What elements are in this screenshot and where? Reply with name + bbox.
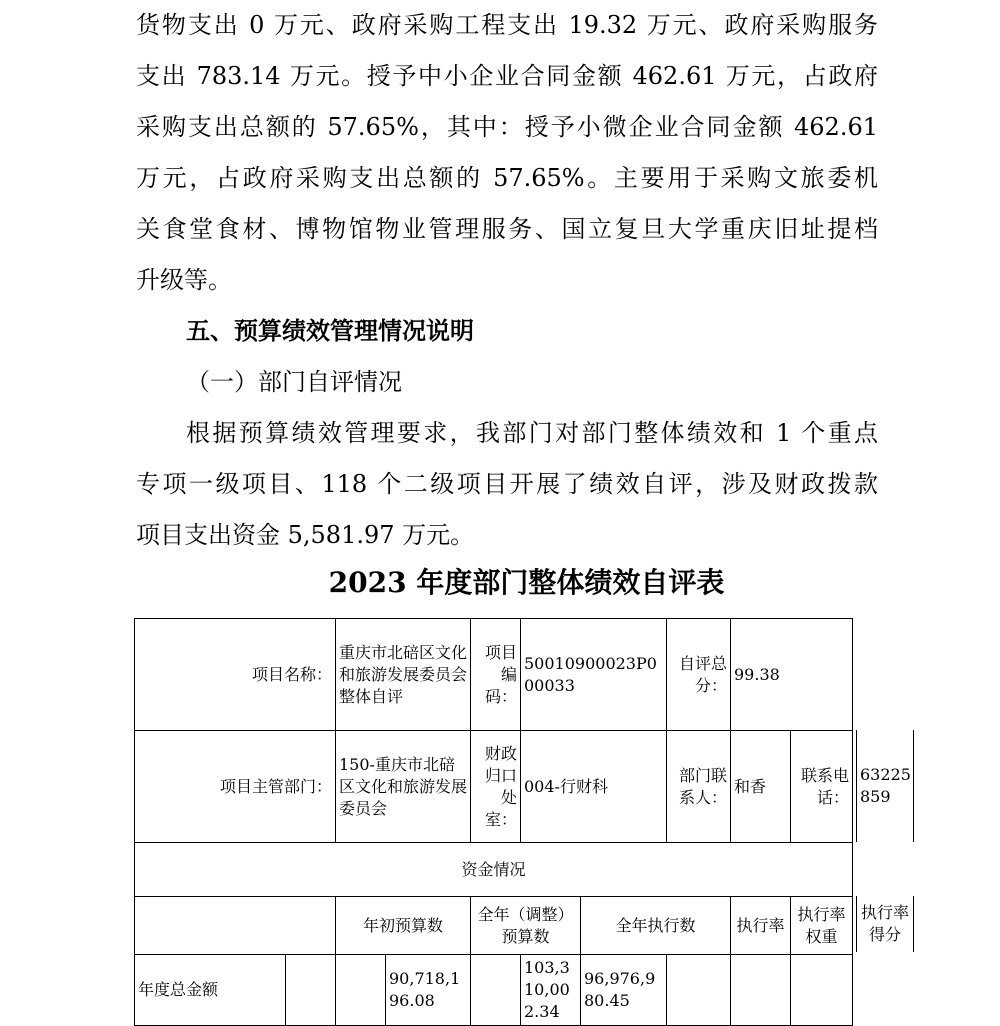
project-code-label: 项目编码： — [471, 619, 521, 731]
dept-label: 项目主管部门： — [135, 731, 336, 843]
project-code-value: 50010900023P000033 — [521, 619, 667, 731]
row-total-blank-2 — [336, 955, 386, 1026]
col-rate-score: 执行率得分 — [856, 896, 914, 952]
col-initial-budget: 年初预算数 — [336, 897, 471, 955]
body-line-4: 万元，占政府采购支出总额的 57.65%。主要用于采购文旅委机 — [136, 164, 878, 192]
subsection-heading: （一）部门自评情况 — [186, 368, 402, 396]
project-name-value: 重庆市北碚区文化和旅游发展委员会整体自评 — [336, 619, 471, 731]
col-rate-weight: 执行率权重 — [791, 897, 853, 955]
row-total-rate-weight — [731, 955, 791, 1026]
performance-table — [134, 618, 853, 1026]
contact-value: 和香 — [731, 731, 791, 843]
row-total-initial: 90,718,196.08 — [386, 955, 471, 1026]
row-total-blank-3 — [471, 955, 521, 1026]
body-line-1: 货物支出 0 万元、政府采购工程支出 19.32 万元、政府采购服务 — [136, 11, 878, 39]
col-exec-rate: 执行率 — [731, 897, 791, 955]
col-execution: 全年执行数 — [581, 897, 731, 955]
phone-label: 联系电话： — [791, 731, 853, 843]
row-total-exec-rate — [667, 955, 731, 1026]
phone-value: 63225859 — [856, 730, 914, 842]
row-total-execution: 96,976,980.45 — [581, 955, 667, 1026]
col-adjusted-budget: 全年（调整）预算数 — [471, 897, 581, 955]
body-line-6: 升级等。 — [136, 266, 232, 294]
project-name-label: 项目名称： — [135, 619, 336, 731]
funds-header: 资金情况 — [135, 843, 853, 897]
row-total-label: 年度总金额 — [135, 955, 286, 1026]
body-line-2: 支出 783.14 万元。授予中小企业合同金额 462.61 万元，占政府 — [136, 62, 878, 90]
dept-value: 150-重庆市北碚区文化和旅游发展委员会 — [336, 731, 471, 843]
row-total-rate-score — [791, 955, 853, 1026]
finance-office-value: 004-行财科 — [521, 731, 667, 843]
header-blank — [135, 897, 336, 955]
para2-line-3: 项目支出资金 5,581.97 万元。 — [136, 521, 475, 549]
para2-line-2: 专项一级项目、118 个二级项目开展了绩效自评，涉及财政拨款 — [136, 470, 878, 498]
row-total-blank-1 — [286, 955, 336, 1026]
body-line-3: 采购支出总额的 57.65%，其中：授予小微企业合同金额 462.61 — [136, 113, 878, 141]
table-title: 2023 年度部门整体绩效自评表 — [328, 566, 725, 599]
self-score-label: 自评总分： — [667, 619, 731, 731]
para2-line-1: 根据预算绩效管理要求，我部门对部门整体绩效和 1 个重点 — [186, 419, 878, 447]
row-total-adjusted: 103,310,002.34 — [521, 955, 581, 1026]
finance-office-label: 财政归口处室： — [471, 731, 521, 843]
self-score-value: 99.38 — [731, 619, 853, 731]
contact-label: 部门联系人： — [667, 731, 731, 843]
body-line-5: 关食堂食材、博物馆物业管理服务、国立复旦大学重庆旧址提档 — [136, 215, 878, 243]
section-heading: 五、预算绩效管理情况说明 — [186, 317, 474, 345]
